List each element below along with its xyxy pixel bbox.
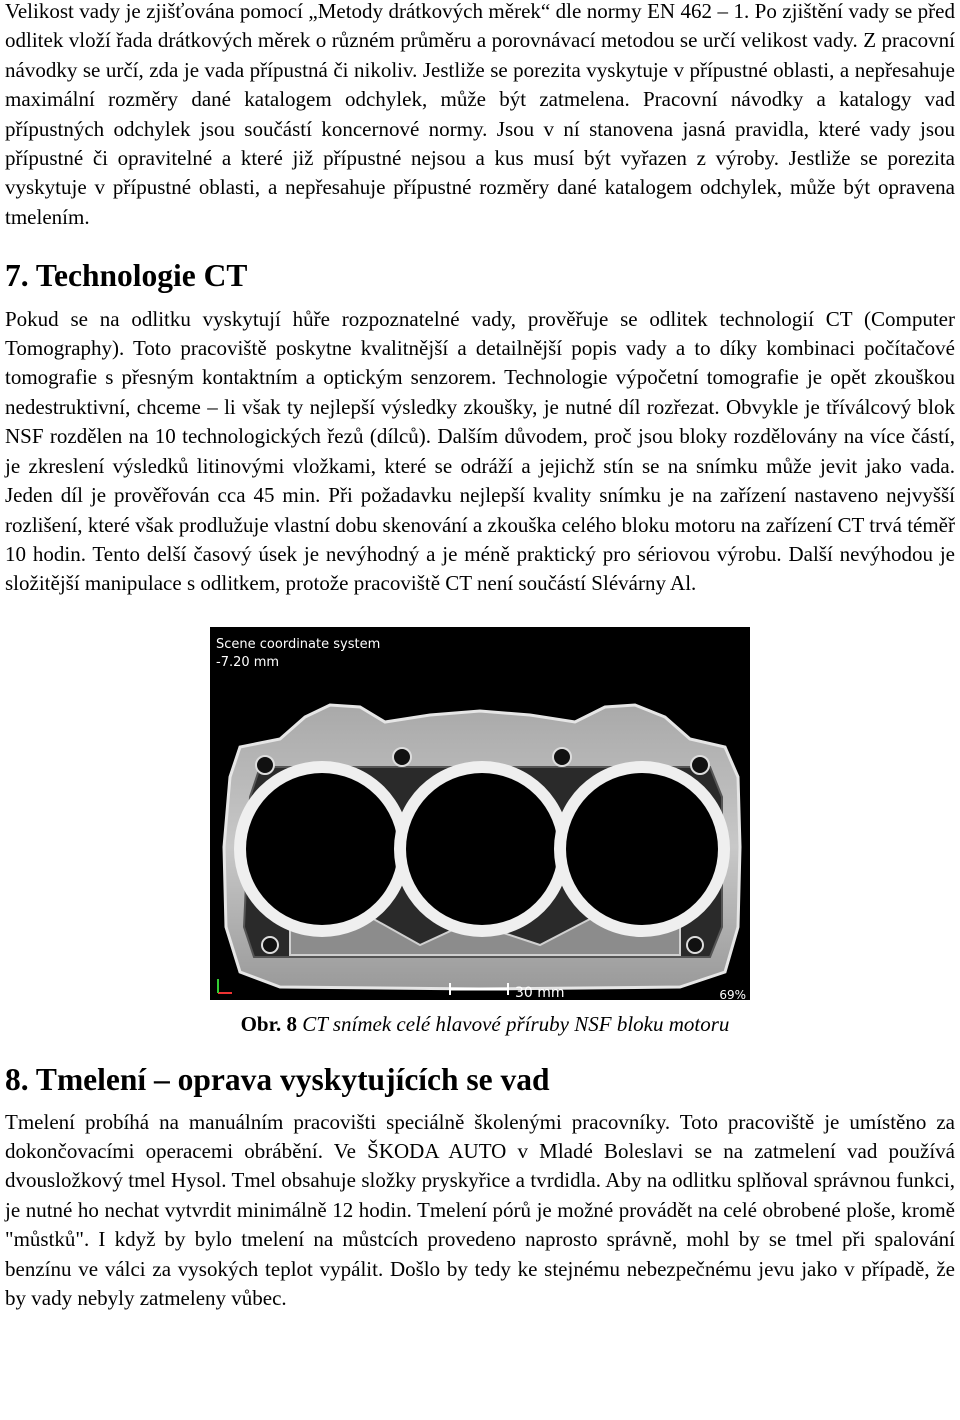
ct-scan-image [210, 627, 750, 1000]
section-7-paragraph: Pokud se na odlitku vyskytují hůře rozpoznatelné vady, prověřuje se odlitek technologií CT (Computer Tomography). Toto pracoviště poskytne kvalitnější a detailnější popis vady a to díky kombinaci počítačové tomografie s přesným kontaktním a optickým senzorem. Technologie výpočetní tomografie je opět zkouškou nedestruktivní, chceme – li však ty nejlepší výsledky zkoušky, je nutné díl rozřezat. Obvykle je tříválcový blok NSF rozdělen na 10 technologických řezů (dílců). Dalším důvodem, proč jsou bloky rozdělovány na více částí, je zkreslení výsledků litinovými vložkami, které se odráží a jejichž stín se na snímku může jevit jako vada. Jeden díl je prověřován cca 45 min. Při požadavku nejlepší kvality snímku je na zařízení nastaveno nejvyšší rozlišení, které však prodlužuje vlastní dobu skenování a zkouška celého bloku motoru na zařízení CT trvá téměř 10 hodin. Tento delší časový úsek je nevýhodný a je méně praktický pro sériovou výrobu. Další nevýhodou je složitější manipulace s odlitkem, protože pracoviště CT není součástí Slévárny Al. [5, 306, 955, 596]
section-8-paragraph: Tmelení probíhá na manuálním pracovišti speciálně školenými pracovníky. Toto pracoviště je umístěno za dokončovacími operacemi obrábění. Ve ŠKODA AUTO v Mladé Boleslavi se na zatmelení vad používá dvousložkový tmel Hysol. Tmel obsahuje složky pryskyřice a tvrdidla. Aby na odlitku splňoval správnou funkci, je nutné ho nechat vytvrdit minimálně 12 hodin. Tmelení pórů je možné provádět na celé obrobené ploše, kromě "můstků". I když by bylo tmelení na můstcích provedeno naprosto správně, mohl by se tmel při spalování benzínu ve válci za vysokých teplot vypálit. Došlo by tedy ke stejnému nebezpečnému jevu jako v případě, že by vady nebyly zatmeleny vůbec. [5, 1109, 955, 1310]
bolt-hole [687, 937, 703, 953]
cylinder-bore-2 [394, 761, 570, 937]
ct-scan-graphic [210, 627, 750, 1000]
bolt-hole [553, 748, 571, 766]
scale-label: 30 mm [515, 984, 565, 1000]
zoom-label: 69% [719, 987, 746, 1000]
caption-text: CT snímek celé hlavové příruby NSF bloku motoru [302, 1011, 730, 1036]
caption-label: Obr. 8 [240, 1011, 298, 1036]
document-page [5, 0, 955, 1313]
bolt-hole [393, 748, 411, 766]
bolt-hole [691, 756, 709, 774]
section-8-heading: 8. Tmelení – oprava vyskytujících se vad [5, 1062, 550, 1098]
cylinder-bore-1 [234, 761, 410, 937]
cylinder-bore-3 [554, 761, 730, 937]
bolt-hole [262, 937, 278, 953]
figure-caption [5, 1010, 955, 1039]
intro-paragraph: Velikost vady je zjišťována pomocí „Metody drátkových měrek“ dle normy EN 462 – 1. Po zjištění vady se před odlitek vloží řada drátkových měrek o různém průměru a porovnávací metodou se určí velikost vady. Z pracovní návodky se určí, zda je vada přípustná či nikoliv. Jestliže se porezita vyskytuje v přípustné oblasti, a nepřesahuje maximální rozměry dané katalogem odchylek, může být zatmelena. Pracovní návodky a katalogy vad přípustných odchylek jsou součástí koncernové normy. Jsou v ní stanovena jasná pravidla, které vady jsou přípustné či opravitelné a které již přípustné nejsou a kus musí být vyřazen z výroby. Jestliže se porezita vyskytuje v přípustné oblasti, a nepřesahuje přípustné rozměry dané katalogem odchylek, může být opravena tmelením. [5, 0, 955, 229]
coordinate-value: -7.20 mm [216, 654, 280, 670]
bolt-hole [256, 756, 274, 774]
section-7-heading: 7. Technologie CT [5, 258, 248, 294]
scene-coordinate-label: Scene coordinate system [216, 636, 381, 652]
